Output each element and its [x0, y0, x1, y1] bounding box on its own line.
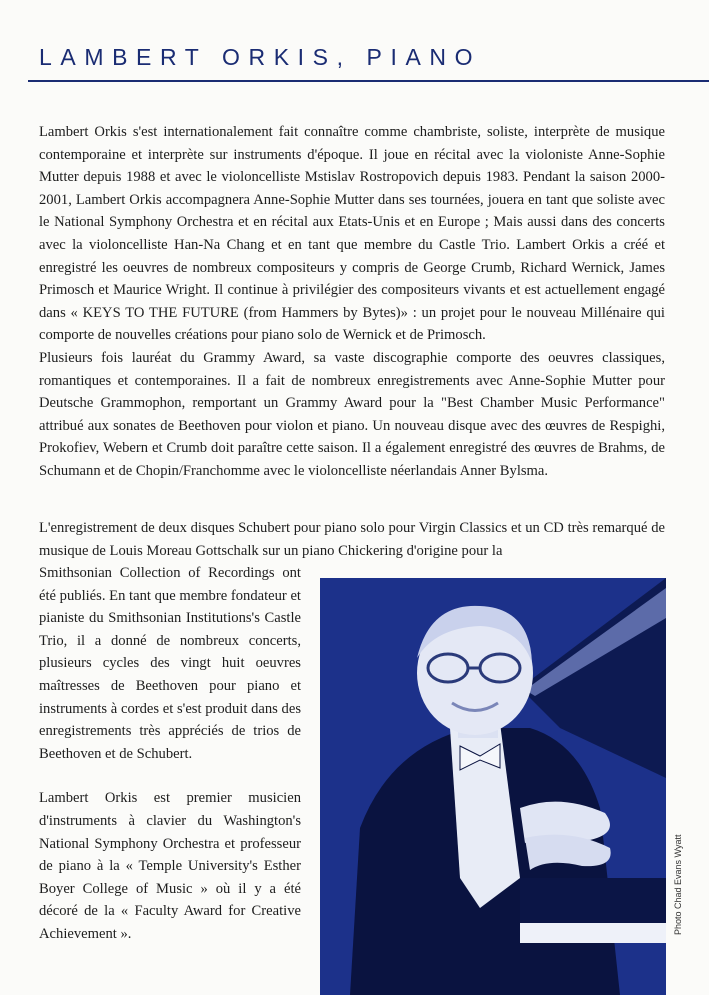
biography-top — [39, 121, 665, 483]
portrait-illustration — [320, 578, 666, 995]
page-title: LAMBERT ORKIS, PIANO — [39, 44, 482, 70]
photo-credit: Photo Chad Evans Wyatt — [673, 834, 683, 935]
paragraph-4: Lambert Orkis est premier musicien d'instruments à clavier du Washington's National Symphony Orchestra et professeur de piano à la « Temple University's Esther Boyer College of Music » où il y a été décoré de la « Faculty Award for Creative Achievement ». — [39, 790, 301, 942]
biography-left-column — [39, 562, 301, 946]
paragraph-1: Lambert Orkis s'est internationalement fait connaître comme chambriste, soliste, interprète de musique contemporaine et interprète sur instruments d'époque. Il joue en récital avec la violoniste Anne-Sophie Mutter depuis 1988 et avec le violoncelliste Mstislav Rostropovich depuis 1983. Pendant la saison 2000-2001, Lambert Orkis accompagnera Anne-Sophie Mutter dans ses tournées, jouera en tant que soliste avec le National Symphony Orchestra et en récital aux Etats-Unis et en Europe ; Mais aussi dans des concerts avec la violoncelliste Han-Na Chang et en tant que membre du Castle Trio. Lambert Orkis a créé et enregistré les oeuvres de nombreux compositeurs y compris de George Crumb, Richard Wernick, James Primosch et Maurice Wright. Il continue à privilégier des compositeurs vivants et est actuellement engagé dans « KEYS TO THE FUTURE (from Hammers by Bytes)» : un projet pour le nouveau Millénaire qui comporte de nouvelles créations pour piano solo de Wernick et de Primosch. — [39, 124, 665, 344]
title-rule — [28, 80, 709, 82]
paragraph-3-lead-text: L'enregistrement de deux disques Schubert pour piano solo pour Virgin Classics et un CD très remarqué de musique de Louis Moreau Gottschalk sur un piano Chickering d'origine pour la — [39, 520, 665, 559]
paragraph-2: Plusieurs fois lauréat du Grammy Award, sa vaste discographie comporte des oeuvres classiques, romantiques et contemporaines. Il a fait de nombreux enregistrements avec Anne-Sophie Mutter pour Deutsche Grammophon, remportant un Grammy Award pour la "Best Chamber Music Performance" attribué aux sonates de Beethoven pour violon et piano. Un nouveau disque avec des œuvres de Respighi, Prokofiev, Webern et Crumb doit paraître cette saison. Il a également enregistré des œuvres de Brahms, de Schumann et de Chopin/Franchomme avec le violoncelliste néerlandais Anner Bylsma. — [39, 349, 665, 479]
paragraph-3-lead — [39, 517, 665, 562]
paragraph-3-rest: Smithsonian Collection of Recordings ont été publiés. En tant que membre fondateur et pianiste du Smithsonian Institutions's Castle Trio, il a donné de nombreux concerts, plusieurs cycles des vingt huit oeuvres maîtresses de Beethoven pour piano et instruments à cordes et s'est produit dans des enregistrements très appréciés de trios de Beethoven et de Schubert. — [39, 565, 301, 762]
portrait-photo — [320, 578, 666, 995]
